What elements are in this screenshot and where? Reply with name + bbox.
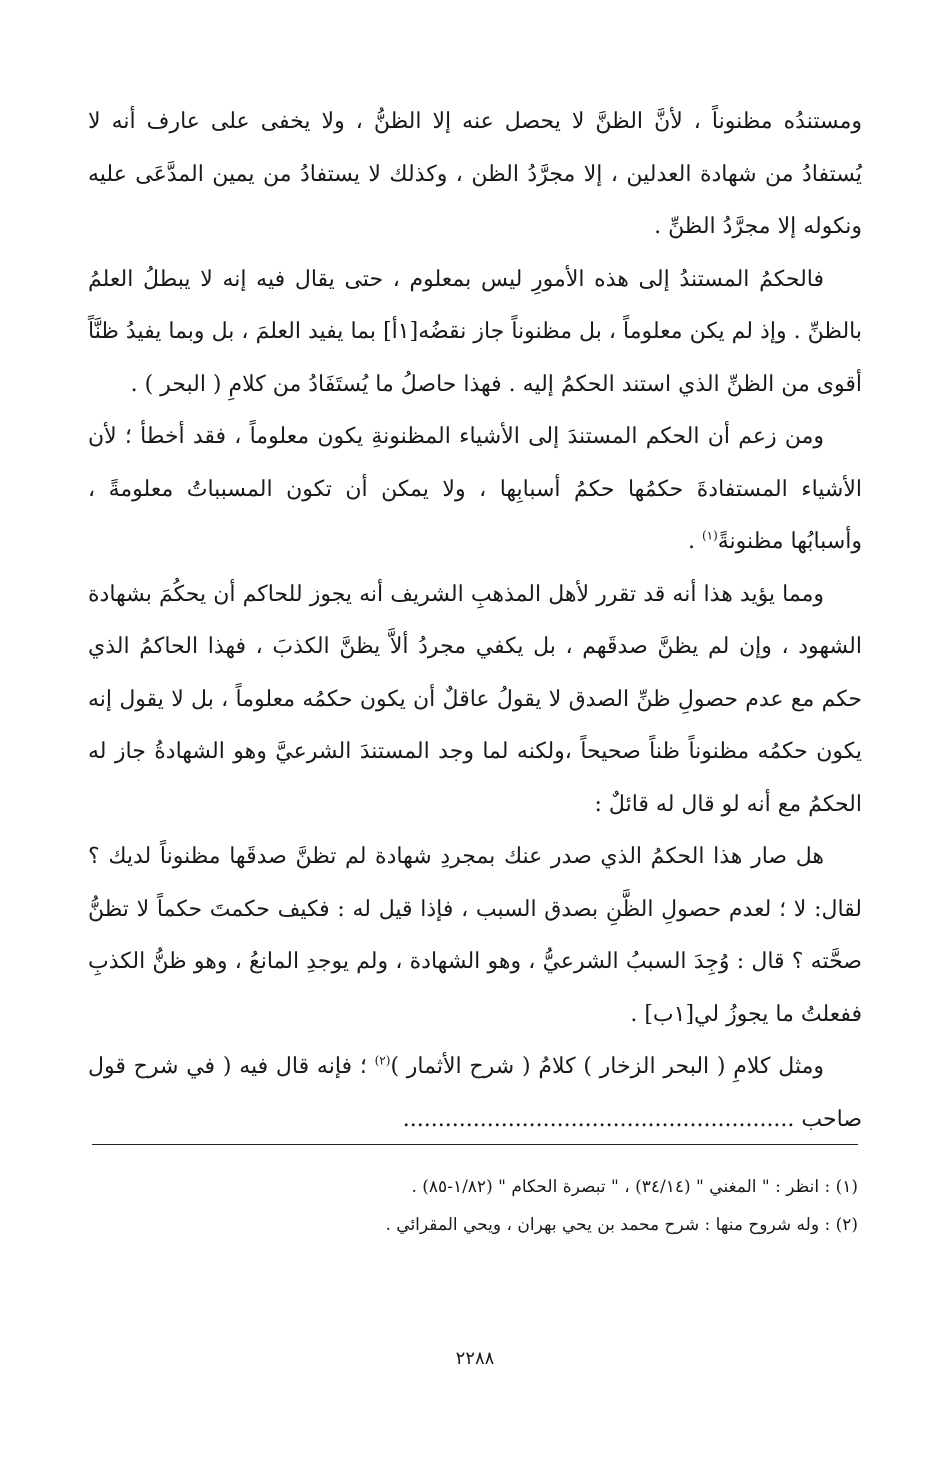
footnote-2: (٢) : وله شروح منها : شرح محمد بن يحي بهران ، ويحي المقرائي .	[385, 1215, 858, 1235]
footnote-separator	[92, 1144, 858, 1145]
paragraph-6-text: ومثل كلامِ ( البحر الزخار ) كلامُ ( شرح الأثمار )	[390, 1054, 824, 1079]
paragraph-4	[88, 569, 862, 832]
footnote-ref-1: (١)	[701, 528, 718, 543]
paragraph-6	[88, 1041, 862, 1146]
paragraph-1	[88, 96, 862, 254]
paragraph-3	[88, 411, 862, 569]
paragraph-2	[88, 254, 862, 412]
paragraph-5-text: هل صار هذا الحكمُ الذي صدر عنك بمجردِ شهادة لم تظنَّ صدقَها مظنوناً لديك ؟ لقال: لا ؛ لعدم حصولِ الظَّنِ بصدق السبب ، فإذا قيل له : فكيف حكمتَ حكماً لا تظنُّ صحَّته ؟ قال : وُجِدَ السببُ الشرعيُّ ، وهو الشهادة ، ولم يوجدِ المانعُ ، وهو ظنُّ الكذبِ ففعلتُ ما يجوزُ لي	[88, 844, 862, 1027]
paragraph-3-text: ومن زعم أن الحكم المستندَ إلى الأشياء المظنونةِ يكون معلوماً ، فقد أخطأ ؛ لأن الأشياء المستفادةَ حكمُها حكمُ أسبابِها ، ولا يمكن أن تكون المسبباتُ معلومةً ، وأسبابُها مظنونةً	[88, 424, 862, 554]
paragraph-1-text: ومستندُه مظنوناً ، لأنَّ الظنَّ لا يحصل عنه إلا الظنُّ ، ولا يخفى على عارف أنه لا يُستفادُ من شهادة العدلين ، إلا مجرَّدُ الظن ، وكذلك لا يستفادُ من يمين المدَّعَى عليه ونكوله إلا مجرَّدُ الظنِّ .	[88, 109, 862, 239]
paragraph-2-text-tail: بما يفيد العلمَ ، بل وبما يفيدُ ظنَّاً أقوى من الظنِّ الذي استند الحكمُ إليه . فهذا حاصلُ ما يُستَفَادُ من كلامِ ( البحر ) .	[88, 319, 862, 397]
paragraph-2-text: فالحكمُ المستندُ إلى هذه الأمورِ ليس بمعلوم ، حتى يقال فيه إنه لا يبطلُ العلمُ بالظنِّ . وإذ لم يكن معلوماً ، بل مظنوناً جاز نقضُه	[88, 266, 862, 344]
paragraph-4-text: ومما يؤيد هذا أنه قد تقرر لأهل المذهبِ الشريف أنه يجوز للحاكم أن يحكُمَ بشهادة الشهود ، وإن لم يظنَّ صدقَهم ، بل يكفي مجردُ ألاَّ يظنَّ الكذبَ ، فهذا الحاكمُ الذي حكم مع عدم حصولِ ظنِّ الصدق لا يقولُ عاقلٌ أن يكون حكمُه معلوماً ، بل لا يقول إنه يكون حكمُه مظنوناً ظناً صحيحاً ،ولكنه لما وجد المستندَ الشرعيَّ وهو الشهادةُ جاز له الحكمُ مع أنه لو قال له قائلٌ :	[88, 581, 862, 817]
footnotes	[92, 1168, 858, 1244]
manuscript-folio-ref: [١أ]	[383, 319, 419, 344]
paragraph-3-text-tail: .	[687, 529, 702, 554]
page-number: ٢٢٨٨	[455, 1348, 495, 1369]
paragraph-6-text-tail: ؛ فإنه قال فيه ( في شرح قول صاحب ........................................................	[88, 1054, 862, 1132]
main-text	[88, 96, 862, 1146]
footnote-1: (١) : انظر : " المغني " (٣٤/١٤) ، " تبصرة الحكام " (١/٨٢-٨٥) .	[411, 1177, 858, 1197]
paragraph-5	[88, 831, 862, 1041]
manuscript-folio-ref: [١ب]	[644, 1001, 695, 1027]
footnote-ref-2: (٢)	[374, 1053, 391, 1068]
paragraph-5-text-tail: .	[630, 1001, 645, 1027]
